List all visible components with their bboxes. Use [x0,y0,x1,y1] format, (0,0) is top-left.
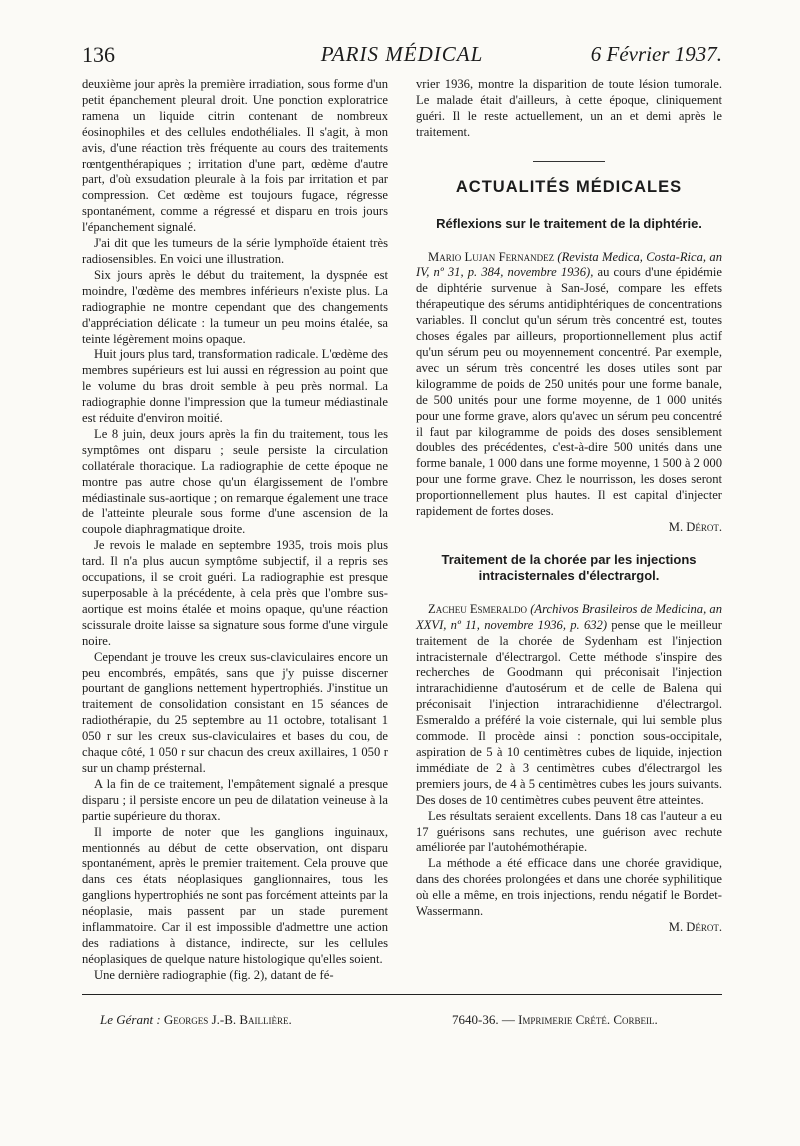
paragraph: A la fin de ce traitement, l'empâtement signalé a presque disparu ; il persiste encore un peu de dilatation veineuse à la partie supérieure du thorax. [82,776,388,823]
paragraph: Le 8 juin, deux jours après la fin du traitement, tous les symptômes ont disparu ; seule persiste la circulation collatérale thoracique. La radiographie de cette époque ne montre pas autre chose qu'un élargissement de l'ombre médiastinale sus-aortique ; on remarque également une trace de l'atteinte pleurale sous forme d'une ascension de la coupole diaphragmatique droite. [82,426,388,537]
article-source: (Revista Medica, Costa-Rica, an IV, nº 31, p. 384, novembre 1936), [416,249,722,280]
article-text: au cours d'une épidémie de diphtérie survenue à San-José, compare les effets thérapeutique des sérums antidiphtériques de concentrations variables. Il conclut qu'un sérum très concentré est, toutes choses égales par ailleurs, proportionnellement plus actif qu'un sérum peu ou moyennement concentré. Par exemple, avec un sérum très concentré les doses utiles sont par kilogramme de poids de 250 unités pour une forme banale, de 500 unités pour une forme moyenne, de 1 000 unités pour une forme grave, alors qu'avec un sérum peu concentré il faut par kilogramme de poids des doses sensiblement doubles des précédentes, c'est-à-dire 500 unités dans une forme banale, 1 000 dans une forme moyenne, 1 500 à 2 000 pour une forme grave. Chez le nourrisson, les doses seront proportionnellement plus hautes. Il est capital d'injecter rapidement de fortes doses. [416,265,722,519]
paragraph: J'ai dit que les tumeurs de la série lymphoïde étaient très radiosensibles. En voici une illustration. [82,236,388,266]
right-column [416,77,722,936]
paragraph: Six jours après le début du traitement, la dyspnée est moindre, l'œdème des membres inférieurs n'existe plus. La radiographie ne montre cependant que des changements d'appréciation délicate : la tumeur un peu moins étalée, sa teinte légèrement moins opaque. [82,267,388,346]
article-title-choree: Traitement de la chorée par les injections intracisternales d'électrargol. [441,551,697,583]
journal-title: PARIS MÉDICAL [320,42,484,66]
section-divider [533,161,605,162]
footer-publisher [100,1012,292,1028]
left-column [82,77,388,984]
article-source: (Archivos Brasileiros de Medicina, an XXVI, nº 11, novembre 1936, p. 632) [416,601,722,632]
article-title-diphtheria: Réflexions sur le traitement de la diphtérie. [436,215,702,231]
page-number: 136 [82,42,115,67]
article-signature: M. Dérot. [668,519,722,534]
paragraph: La méthode a été efficace dans une chorée gravidique, dans des chorées prolongées et dans une chorée syphilitique où elle a même, en trois injections, rendu négatif le Bordet-Wassermann. [416,856,722,919]
paragraph: Les résultats seraient excellents. Dans 18 cas l'auteur a eu 17 guérisons sans rechutes, une guérison avec rechute améliorée par l'autohémothérapie. [416,808,722,855]
paragraph: Il importe de noter que les ganglions inguinaux, mentionnés au début de cette observation, ont disparu spontanément, après le premier traitement. Cela prouve que dans ces états néoplasiques ganglionnaires, tous les ganglions hypertrophiés ne sont pas forcément atteints par la néoplasie, mais passent par un stade purement inflammatoire. Car il est impossible d'admettre une action des radiations à distance, indirecte, sur les cellules néoplasiques de quelque nature histologique qu'elles soient. [82,824,388,966]
paragraph: deuxième jour après la première irradiation, sous forme d'un petit épanchement pleural droit. Une ponction exploratrice ramena un liquide citrin contenant de nombreux éosinophiles et des cellules endothéliales. Il s'agit, à mon avis, d'une réaction très fréquente au cours des traitements rœntgenthérapiques ; irritation d'une part, œdème d'autre part, d'où exsudation pleurale à la fois par irritation et par compression. Cet œdème est toujours fugace, régresse spontanément, comme a régressé et disparu en trois jours l'épanchement signalé. [82,77,388,235]
paragraph: Huit jours plus tard, transformation radicale. L'œdème des membres supérieurs est lui aussi en régression au point que le volume du bras droit semble à peu près normal. La radiographie donne l'impression que la tumeur médiastinale est réduite d'environ moitié. [82,347,388,426]
article-author: Zacheu Esmeraldo [428,601,528,616]
article-body-choree [416,602,722,809]
footer-name: Georges J.-B. Baillière. [163,1012,292,1027]
page-header [82,42,722,72]
article-author: Mario Lujan Fernandez [428,249,555,264]
paragraph: vrier 1936, montre la disparition de toute lésion tumorale. Le malade était d'ailleurs, à cette époque, cliniquement guéri. Il le reste actuellement, un an et demi après le traitement. [416,77,722,139]
paragraph: Cependant je trouve les creux sus-claviculaires encore un peu encombrés, empâtés, sans que j'y puisse discerner pourtant de ganglions nettement hypertrophiés. J'institue un traitement de consolidation consistant en 15 séances de radiothérapie, du 25 septembre au 11 octobre, totalisant 1 050 r sur les creux sus-claviculaires et bases du cou, de chaque côté, 1 050 r sur chacun des creux axillaires, 1 050 r sur un champ présternal. [82,649,388,775]
footer-label: Le Gérant : [100,1012,161,1027]
issue-date: 6 Février 1937. [590,42,722,66]
footer-printer: 7640-36. — Imprimerie Crété. Corbeil. [452,1012,658,1027]
article-body-diphtheria [416,250,722,520]
section-title: ACTUALITÉS MÉDICALES [455,177,683,196]
article-signature: M. Dérot. [668,919,722,934]
footer-rule [82,994,722,995]
article-text: pense que le meilleur traitement de la chorée de Sydenham est l'injection intracisternale d'électrargol. Cette méthode s'inspire des recherches de Goodmann qui préconisait l'injection intrarachidienne d'autosérum et de celle de Balena qui préconisait l'injection intrarachidienne d'électrargol. Esmeraldo a préféré la voie cisternale, qui lui semble plus commode. Il procède ainsi : ponction sous-occipitale, aspiration de 5 à 10 centimètres cubes de liquide, injection immédiate de 2 à 3 centimètres cubes d'électrargol les premiers jours, de 4 à 5 centimètres cubes les jours suivants. Des doses de 10 centimètres cubes peuvent être atteintes. [416,617,722,807]
paragraph: Une dernière radiographie (fig. 2), datant de fé- [94,967,334,982]
paragraph: Je revois le malade en septembre 1935, trois mois plus tard. Il n'a plus aucun symptôme subjectif, il a repris ses occupations, il se croit guéri. La radiographie est presque superposable à la précédente, à cela près que l'ombre sus-aortique est moins étalée et moins opaque, qu'une réaction scissurale droite laisse sa signature sous forme d'une virgule noire. [82,538,388,648]
